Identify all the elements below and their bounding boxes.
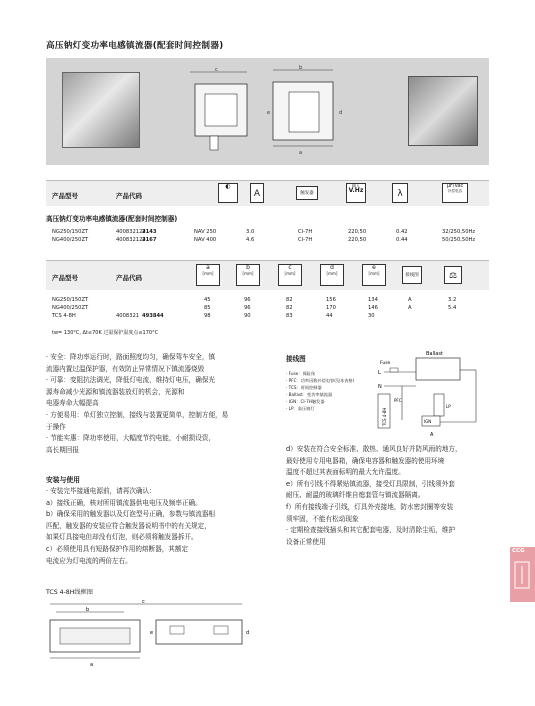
svg-text:e: e: [267, 110, 271, 116]
table1-row: NG400/250ZT 400832124 2167 NAV 400 4.6 CI-7H 220,50 0.44 50/250,50Hz: [52, 237, 476, 243]
lambda-icon: λ: [392, 183, 408, 203]
col-code: 产品代码: [116, 274, 142, 282]
list-item: 须牢固，不能有松动现象: [286, 514, 359, 523]
col-model: 产品型号: [52, 274, 78, 282]
dim-a-box: a [mm]: [196, 264, 220, 286]
right-notes: [286, 444, 462, 548]
col-code: 产品代码: [116, 192, 142, 200]
wiring-diagram-label: 接线图: [402, 266, 422, 284]
svg-text:L: L: [378, 370, 381, 376]
temperature-note: tw= 130°C, Δt≤70K 过温保护温度点≤170°C: [52, 330, 159, 336]
svg-text:a: a: [90, 662, 94, 668]
list-item: 电器寿命大幅提高: [46, 399, 99, 408]
dim-b-box: b [mm]: [236, 264, 260, 286]
list-item: 温度不超过其表面标明的最大允许温度。: [286, 468, 405, 477]
table1-header: [46, 180, 489, 206]
list-item: e）所有引线不得紧贴镇流器，接受灯具限制，引线须外套: [286, 479, 455, 488]
ballast-photo: [62, 72, 140, 148]
list-item: · 方便易用：单灯独立控制，接线与装置更简单，控制方便，易: [46, 410, 229, 419]
list-item: 电流应为灯电流的两倍左右。: [46, 556, 132, 565]
ignitor-label: 触发器: [296, 186, 318, 200]
weight-icon: ⚖: [444, 266, 462, 284]
list-item: b）确保采用的触发器以及灯泡型号正确，参数与镇流器相: [46, 510, 216, 519]
list-item: 高长期回报: [46, 445, 79, 454]
list-item: · 可靠：变阻抗法调光，降低灯电流，维持灯电压，确保光: [46, 376, 216, 385]
list-item: 最好使用专用电器箱，确保电容器和触发器的使用环境: [286, 456, 445, 465]
list-item: f）所有接线端子引线，灯具外壳接地，防水密封圈等安装: [286, 502, 454, 511]
svg-text:LP: LP: [446, 404, 451, 409]
table2-header: [46, 260, 489, 290]
svg-text:d: d: [339, 110, 343, 116]
svg-text:c: c: [215, 67, 218, 73]
feature-list: [46, 352, 228, 456]
list-item: 如果灯具接电但却没有灯泡，则必须将触发器拆开。: [46, 533, 198, 542]
list-item: d）安装在符合安全标准、散热、通风良好并防风雨的地方，: [286, 445, 462, 453]
wiring-legend: · Fuse：保险丝 · PFC：功率因数补偿电容(见本表格) · TCS：时间控制器 · Ballast：变功率镇流器 · IGN：CI-7H触发器 · LP：高压钠灯: [286, 371, 355, 411]
ballast-icon: [514, 561, 530, 589]
list-item: 于操作: [46, 422, 66, 431]
svg-text:b: b: [299, 65, 303, 71]
svg-text:PFC: PFC: [394, 398, 402, 403]
svg-text:Ballast: Ballast: [426, 351, 443, 357]
dim-c-box: c [mm]: [278, 264, 302, 286]
wiring-title: 接线图: [286, 355, 306, 363]
list-item: · 安全：降功率运行时，路面照度均匀，确保驾车安全，镇: [46, 353, 216, 361]
side-tab: [510, 547, 535, 602]
table2-row: NG400/250ZT 85 96 82 170 146 A 5.4: [52, 305, 457, 311]
list-item: a）接线正确，核对所用镇流器供电电压及频率正确。: [46, 498, 202, 507]
install-title: 安装与使用: [46, 476, 80, 484]
side-tab-label: CCG: [512, 548, 525, 554]
page-title: 高压钠灯变功率电感镇流器(配套时间控制器): [46, 41, 224, 51]
list-item: 耐压、耐温的玻璃纤维自熄套管与镇流器隔离。: [286, 491, 425, 500]
list-item: · 定期检查接线插头和其它配套电器，及时清除尘垢，维护: [286, 526, 456, 535]
list-item: 源寿命减少光源和镇流器装放灯的机会，光源和: [46, 387, 185, 396]
svg-text:b: b: [86, 607, 90, 613]
list-item: · 节能实惠：降功率使用，大幅度节约电能，小耐损设资，: [46, 434, 216, 443]
svg-text:N: N: [378, 384, 382, 390]
ampere-icon: A: [250, 183, 264, 203]
list-item: · 安装完毕接通电源前，请再次确认：: [46, 487, 156, 495]
table2-row: TCS 4-8H 4008321 493844 98 90 83 44 30: [52, 313, 375, 319]
svg-text:IGN: IGN: [424, 419, 432, 424]
col-model: 产品型号: [52, 192, 78, 200]
svg-text:d: d: [246, 630, 250, 636]
voltage-icon: 输入 V.Hz: [346, 183, 366, 203]
svg-text:Fuse: Fuse: [380, 361, 391, 366]
svg-text:TCS 4-8H: TCS 4-8H: [382, 407, 387, 426]
list-item: 流器内置过温保护器，有效防止异常情况下镇流器烧毁: [46, 364, 205, 373]
lamp-icon: ◐: [218, 183, 238, 203]
dim-d-box: d [mm]: [320, 264, 344, 286]
table1-subheading: 高压钠灯变功率电感镇流器(配套时间控制器): [46, 215, 178, 223]
svg-text:a: a: [299, 150, 303, 156]
dim-e-box: e [mm]: [362, 264, 386, 286]
install-list: [46, 486, 215, 567]
ballast-photo-2: [408, 76, 478, 146]
svg-text:c: c: [142, 599, 145, 605]
table1-row: NG250/150ZT 400832124 2143 NAV 250 3.0 CI-7H 220,50 0.42 32/250,50Hz: [52, 229, 476, 235]
wiring-diagram: [376, 350, 486, 438]
table2-row: NG250/150ZT 45 96 82 156 134 A 3.2: [52, 297, 457, 303]
svg-text:A: A: [430, 432, 434, 438]
capacitor-icon: μF/Vac 补偿电容: [442, 183, 468, 203]
list-item: 匹配，触发器的安装应符合触发器说明书中的有关规定，: [46, 521, 211, 530]
list-item: 设备正常使用: [286, 537, 326, 546]
tcs-outline-drawing: [46, 598, 266, 680]
ballast-dimension-drawing: [165, 64, 395, 160]
tcs-outline-title: TCS 4-8H线框图: [46, 589, 93, 596]
list-item: c）必须使用具有短路保护作用的熔断器，其额定: [46, 544, 189, 553]
svg-text:e: e: [150, 630, 154, 636]
